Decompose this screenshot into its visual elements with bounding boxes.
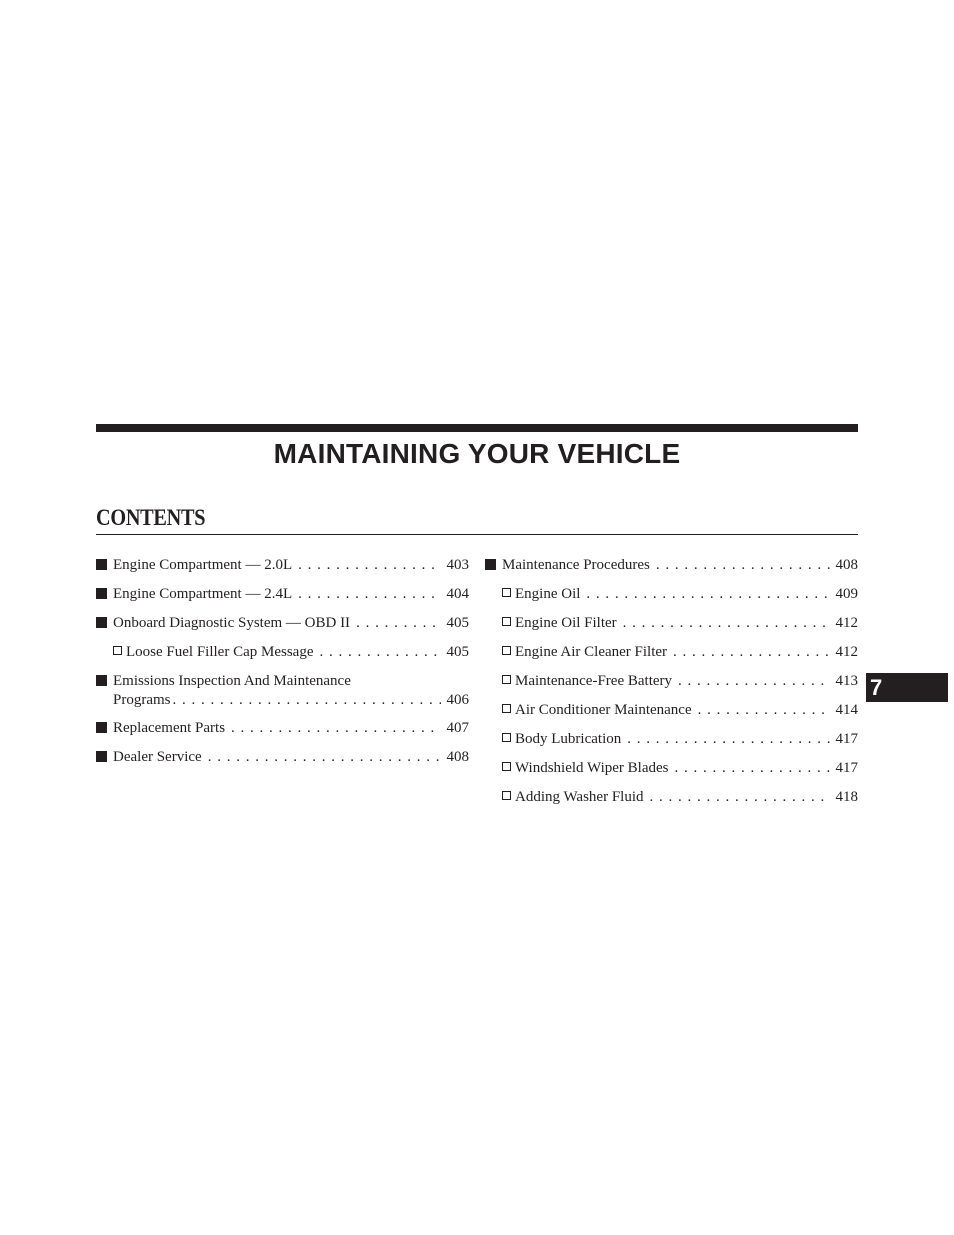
filled-square-bullet-icon (96, 557, 113, 575)
toc-page-number: 412 (835, 615, 858, 631)
toc-entry-label: Engine Oil Filter (515, 615, 617, 631)
toc-page-number: 405 (446, 615, 469, 631)
open-square-bullet-icon (502, 760, 515, 778)
toc-page-number: 413 (835, 673, 858, 689)
toc-subentry[interactable] (485, 672, 858, 691)
open-square-bullet-icon (113, 644, 126, 662)
open-square-bullet-icon (502, 702, 515, 720)
toc-entry-label: Air Conditioner Maintenance (515, 702, 692, 718)
toc-subentry[interactable] (485, 701, 858, 720)
filled-square-bullet-icon (485, 557, 502, 575)
toc-left-column (96, 556, 469, 777)
toc-page-number: 407 (446, 720, 469, 736)
open-square-bullet-icon (502, 673, 515, 691)
open-square-bullet-icon (502, 644, 515, 662)
filled-square-bullet-icon (96, 673, 113, 691)
toc-entry-label: Windshield Wiper Blades (515, 760, 669, 776)
toc-subentry[interactable] (485, 585, 858, 604)
toc-entry-label: Engine Compartment — 2.4L (113, 586, 293, 602)
dot-leader (173, 691, 441, 709)
filled-square-bullet-icon (96, 749, 113, 767)
dot-leader (623, 614, 830, 632)
toc-entry[interactable] (96, 556, 469, 575)
contents-heading: CONTENTS (96, 505, 206, 530)
toc-subentry[interactable] (485, 730, 858, 749)
toc-right-column (485, 556, 858, 817)
toc-page-number: 406 (446, 692, 469, 708)
dot-leader (627, 730, 829, 748)
toc-subentry[interactable] (485, 759, 858, 778)
dot-leader (298, 556, 440, 574)
open-square-bullet-icon (502, 789, 515, 807)
contents-divider (96, 534, 858, 535)
chapter-tab (866, 673, 948, 702)
filled-square-bullet-icon (96, 615, 113, 633)
toc-entry[interactable] (96, 614, 469, 633)
toc-page-number: 414 (835, 702, 858, 718)
dot-leader (231, 719, 440, 737)
chapter-top-rule (96, 424, 858, 432)
open-square-bullet-icon (502, 731, 515, 749)
toc-entry-label: Engine Air Cleaner Filter (515, 644, 668, 660)
toc-entry[interactable] (96, 719, 469, 738)
toc-entry-label: Loose Fuel Filler Cap Message (126, 644, 314, 660)
toc-subentry[interactable] (485, 788, 858, 807)
toc-entry-label: Replacement Parts (113, 720, 226, 736)
toc-entry[interactable] (96, 672, 469, 709)
toc-entry[interactable] (96, 748, 469, 767)
toc-page-number: 417 (835, 731, 858, 747)
open-square-bullet-icon (502, 586, 515, 604)
chapter-title: MAINTAINING YOUR VEHICLE (273, 438, 681, 469)
toc-entry[interactable] (485, 556, 858, 575)
toc-entry[interactable] (96, 585, 469, 604)
toc-subentry[interactable] (485, 643, 858, 662)
toc-page-number: 409 (835, 586, 858, 602)
toc-page-number: 408 (446, 749, 469, 765)
dot-leader (356, 614, 440, 632)
toc-subentry[interactable] (96, 643, 469, 662)
toc-entry-label: Engine Oil (515, 586, 581, 602)
toc-subentry[interactable] (485, 614, 858, 633)
toc-entry-label: Adding Washer Fluid (515, 789, 644, 805)
chapter-tab-number: 7 (870, 675, 883, 700)
toc-page-number: 404 (446, 586, 469, 602)
toc-page-number: 403 (446, 557, 469, 573)
toc-page-number: 405 (446, 644, 469, 660)
dot-leader (650, 788, 830, 806)
toc-page-number: 417 (835, 760, 858, 776)
toc-entry-label: Body Lubrication (515, 731, 622, 747)
dot-leader (298, 585, 440, 603)
toc-page-number: 418 (835, 789, 858, 805)
toc-entry-label: Dealer Service (113, 749, 202, 765)
toc-entry-label: Maintenance-Free Battery (515, 673, 673, 689)
toc-entry-label: Engine Compartment — 2.0L (113, 557, 293, 573)
dot-leader (673, 643, 829, 661)
dot-leader (656, 556, 830, 574)
toc-page-number: 412 (835, 644, 858, 660)
dot-leader (678, 672, 829, 690)
dot-leader (208, 748, 441, 766)
toc-entry-label-line1: Emissions Inspection And Maintenance (113, 673, 351, 689)
filled-square-bullet-icon (96, 720, 113, 738)
dot-leader (698, 701, 830, 719)
toc-entry-label: Maintenance Procedures (502, 557, 650, 573)
toc-entry-label-line2: Programs (113, 692, 171, 708)
toc-entry-label: Onboard Diagnostic System — OBD II (113, 615, 351, 631)
dot-leader (319, 643, 440, 661)
dot-leader (586, 585, 829, 603)
toc-page-number: 408 (835, 557, 858, 573)
open-square-bullet-icon (502, 615, 515, 633)
filled-square-bullet-icon (96, 586, 113, 604)
dot-leader (675, 759, 830, 777)
